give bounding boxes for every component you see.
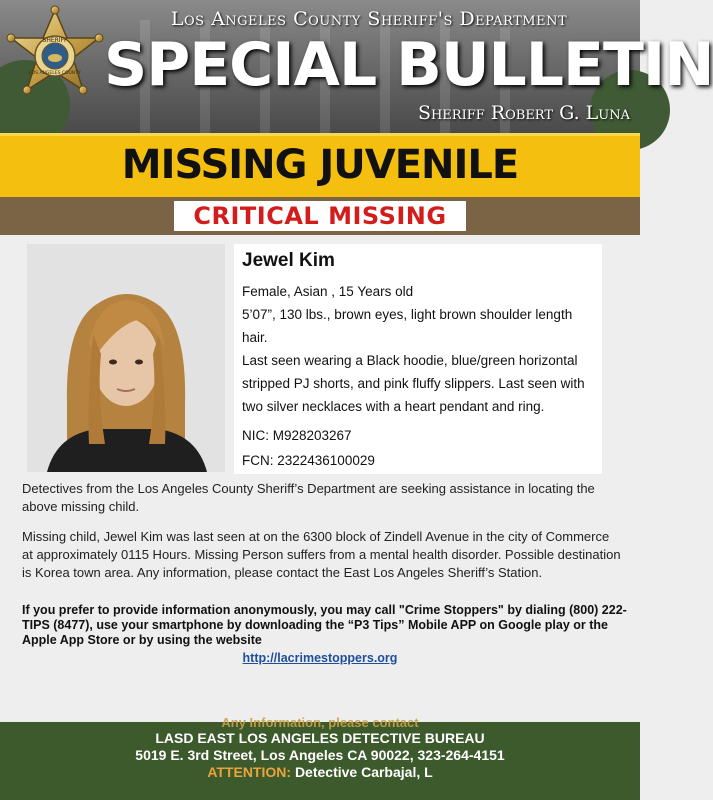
person-demographics: Female, Asian , 15 Years old [242, 284, 414, 299]
sheriff-name: Sheriff Robert G. Luna [417, 102, 630, 124]
portrait-illustration [27, 244, 225, 472]
footer-address: 5019 E. 3rd Street, Los Angeles CA 90022, 323-264-4151 [135, 747, 505, 763]
footer-attention [0, 764, 640, 781]
attention-label: ATTENTION: [207, 764, 292, 780]
attention-contact: Detective Carbajal, L [294, 764, 433, 780]
person-nic: NIC: M928203267 [242, 428, 352, 443]
badge-text-top: SHERIFF [42, 37, 68, 44]
footer-contact-intro: Any Information, please contact [221, 715, 419, 730]
request-paragraph: Detectives from the Los Angeles County Sheriff’s Department are seeking assistance in locating the above missing child. [22, 481, 595, 514]
missing-person-photo [27, 244, 225, 472]
person-last-seen: Last seen wearing a Black hoodie, blue/green horizontal stripped PJ shorts, and pink fluffy slippers. Last seen with two silver necklaces with a heart pendant and ring. [242, 353, 585, 414]
crimestoppers-link[interactable]: http://lacrimestoppers.org [242, 651, 398, 665]
person-info-panel [234, 244, 602, 474]
person-description: 5’07”, 130 lbs., brown eyes, light brown shoulder length hair. [242, 307, 573, 345]
banner-title: MISSING JUVENILE [121, 142, 519, 188]
contact-footer [0, 715, 640, 800]
details-paragraph: Missing child, Jewel Kim was last seen at on the 6300 block of Zindell Avenue in the city of Commerce at approximately 0115 Hours. Missing Person suffers from a mental health disorder. Possible destination is Korea town area. Any information, please contact the East Los Angeles Sheriff’s Station. [22, 529, 621, 580]
person-fcn: FCN: 2322436100029 [242, 453, 375, 468]
anonymous-tip-paragraph: If you prefer to provide information anonymously, you may call "Crime Stoppers" by dialing (800) 222-TIPS (8477), use your smartphone by downloading the “P3 Tips” Mobile APP on Google play or the Apple App Store or by using the website [22, 603, 627, 647]
badge-text-bottom: LOS ANGELES COUNTY [29, 71, 81, 76]
header-banner [0, 0, 713, 133]
department-name: Los Angeles County Sheriff's Department [170, 8, 568, 30]
missing-juvenile-banner [0, 133, 640, 197]
person-name: Jewel Kim [242, 250, 335, 271]
bulletin-title: SPECIAL BULLETIN [104, 30, 713, 100]
critical-missing-label: CRITICAL MISSING [174, 201, 466, 231]
sheriff-star-badge [3, 8, 107, 112]
footer-bureau-name: LASD EAST LOS ANGELES DETECTIVE BUREAU [155, 730, 485, 746]
